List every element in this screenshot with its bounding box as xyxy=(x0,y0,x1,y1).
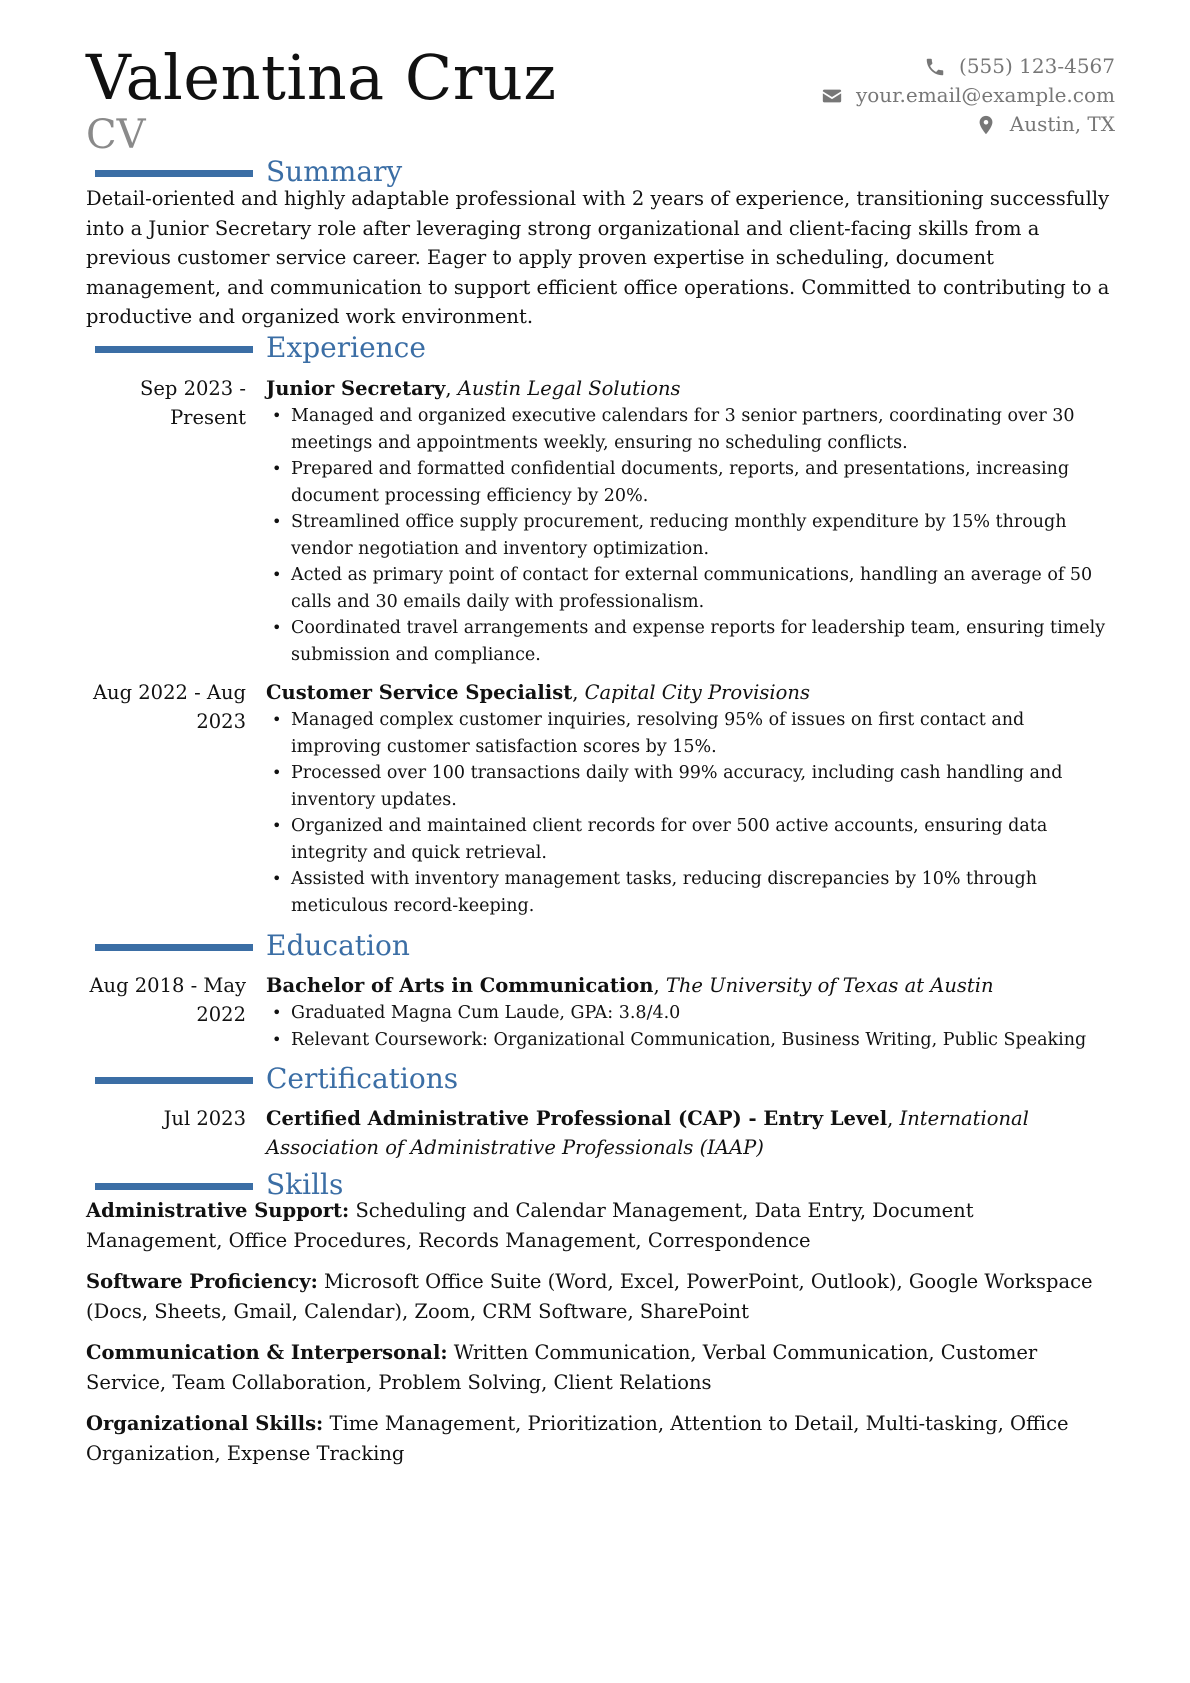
skill-group xyxy=(86,1267,1116,1326)
skill-group xyxy=(86,1196,1116,1255)
contact-phone-row xyxy=(820,52,1115,81)
section-title: Experience xyxy=(266,331,426,364)
skill-label: Communication & Interpersonal: xyxy=(86,1341,448,1364)
list-item: • Graduated Magna Cum Laude, GPA: 3.8/4.0 xyxy=(266,1000,1116,1027)
list-item: • Relevant Coursework: Organizational Communication, Business Writing, Public Speaking xyxy=(266,1027,1116,1054)
entry-bullets xyxy=(266,403,1116,668)
entry-org: Austin Legal Solutions xyxy=(457,377,681,400)
entry-title: Junior Secretary xyxy=(266,377,446,400)
skill-text: Microsoft Office Suite (Word, Excel, PowerPoint, Outlook), Google Workspace (Docs, Sheets, Gmail, Calendar), Zoom, CRM Software, SharePoint xyxy=(86,1270,1093,1323)
entry-dates: Sep 2023 - Present xyxy=(140,377,246,429)
section-title: Summary xyxy=(266,155,403,188)
skill-text: Written Communication, Verbal Communication, Customer Service, Team Collaboration, Problem Solving, Client Relations xyxy=(86,1341,1038,1394)
list-item: • Managed complex customer inquiries, resolving 95% of issues on first contact and improving customer satisfaction scores by 15%. xyxy=(266,707,1116,760)
entry-heading: Certified Administrative Professional (CAP) - Entry Level, International Association of Administrative Professionals (IAAP) xyxy=(266,1107,1029,1159)
entry-dates: Aug 2018 - May 2022 xyxy=(89,974,246,1026)
skill-group xyxy=(86,1409,1116,1468)
entry-heading: Customer Service Specialist, Capital City Provisions xyxy=(266,681,810,704)
candidate-name: Valentina Cruz xyxy=(86,41,557,114)
entry-title: Certified Administrative Professional (CAP) - Entry Level xyxy=(266,1107,888,1130)
entry-org: Capital City Provisions xyxy=(584,681,810,704)
contact-email[interactable]: your.email@example.com xyxy=(855,83,1115,107)
list-item: • Coordinated travel arrangements and expense reports for leadership team, ensuring timely submission and compliance. xyxy=(266,615,1116,668)
contact-location-row xyxy=(820,110,1115,139)
entry-dates: Jul 2023 xyxy=(163,1107,246,1130)
skill-label: Software Proficiency: xyxy=(86,1270,318,1293)
list-item: • Managed and organized executive calendars for 3 senior partners, coordinating over 30 meetings and appointments weekly, ensuring no scheduling conflicts. xyxy=(266,403,1116,456)
summary-text: Detail-oriented and highly adaptable professional with 2 years of experience, transitioning successfully into a Junior Secretary role after leveraging strong organizational and client-facing skills from a previous customer service career. Eager to apply proven expertise in scheduling, document management, and communication to support efficient office operations. Committed to contributing to a productive and organized work environment. xyxy=(86,187,1110,329)
section-title: Education xyxy=(266,929,410,962)
section-bar xyxy=(95,1077,253,1084)
skills-list xyxy=(86,1196,1116,1480)
list-item: • Processed over 100 transactions daily with 99% accuracy, including cash handling and inventory updates. xyxy=(266,760,1116,813)
section-certifications-heading xyxy=(0,1061,1190,1097)
list-item: • Prepared and formatted confidential documents, reports, and presentations, increasing document processing efficiency by 20%. xyxy=(266,456,1116,509)
skill-group xyxy=(86,1338,1116,1397)
list-item: • Acted as primary point of contact for external communications, handling an average of 50 calls and 30 emails daily with professionalism. xyxy=(266,562,1116,615)
section-bar xyxy=(95,346,253,353)
skill-text: Time Management, Prioritization, Attention to Detail, Multi-tasking, Office Organization, Expense Tracking xyxy=(86,1412,1069,1465)
entry-heading: Bachelor of Arts in Communication, The University of Texas at Austin xyxy=(266,974,994,997)
envelope-icon xyxy=(820,84,844,108)
skill-label: Administrative Support: xyxy=(86,1199,350,1222)
section-bar xyxy=(95,944,253,951)
skill-text: Scheduling and Calendar Management, Data Entry, Document Management, Office Procedures, Records Management, Correspondence xyxy=(86,1199,974,1252)
list-item: • Streamlined office supply procurement, reducing monthly expenditure by 15% through vendor negotiation and inventory optimization. xyxy=(266,509,1116,562)
phone-icon xyxy=(923,55,947,79)
list-item: • Assisted with inventory management tasks, reducing discrepancies by 10% through meticulous record-keeping. xyxy=(266,866,1116,919)
document-subtitle: CV xyxy=(86,112,146,158)
map-pin-icon xyxy=(974,113,998,137)
skill-label: Organizational Skills: xyxy=(86,1412,324,1435)
contact-email-row xyxy=(820,81,1115,110)
section-education-heading xyxy=(0,928,1190,964)
entry-dates: Aug 2022 - Aug 2023 xyxy=(92,681,246,733)
section-bar xyxy=(95,1183,253,1190)
section-title: Skills xyxy=(266,1168,344,1201)
section-experience-heading xyxy=(0,330,1190,366)
entry-bullets xyxy=(266,1000,1116,1053)
contact-location: Austin, TX xyxy=(1009,112,1115,136)
entry-heading: Junior Secretary, Austin Legal Solutions xyxy=(266,377,681,400)
entry-bullets xyxy=(266,707,1116,919)
entry-title: Bachelor of Arts in Communication xyxy=(266,974,654,997)
contact-phone[interactable]: (555) 123-4567 xyxy=(959,54,1115,78)
list-item: • Organized and maintained client records for over 500 active accounts, ensuring data integrity and quick retrieval. xyxy=(266,813,1116,866)
contact-block xyxy=(820,52,1115,139)
entry-title: Customer Service Specialist xyxy=(266,681,573,704)
entry-org: International Association of Administrative Professionals (IAAP) xyxy=(266,1107,1029,1159)
entry-org: The University of Texas at Austin xyxy=(665,974,994,997)
section-bar xyxy=(95,170,253,177)
section-title: Certifications xyxy=(266,1062,459,1095)
